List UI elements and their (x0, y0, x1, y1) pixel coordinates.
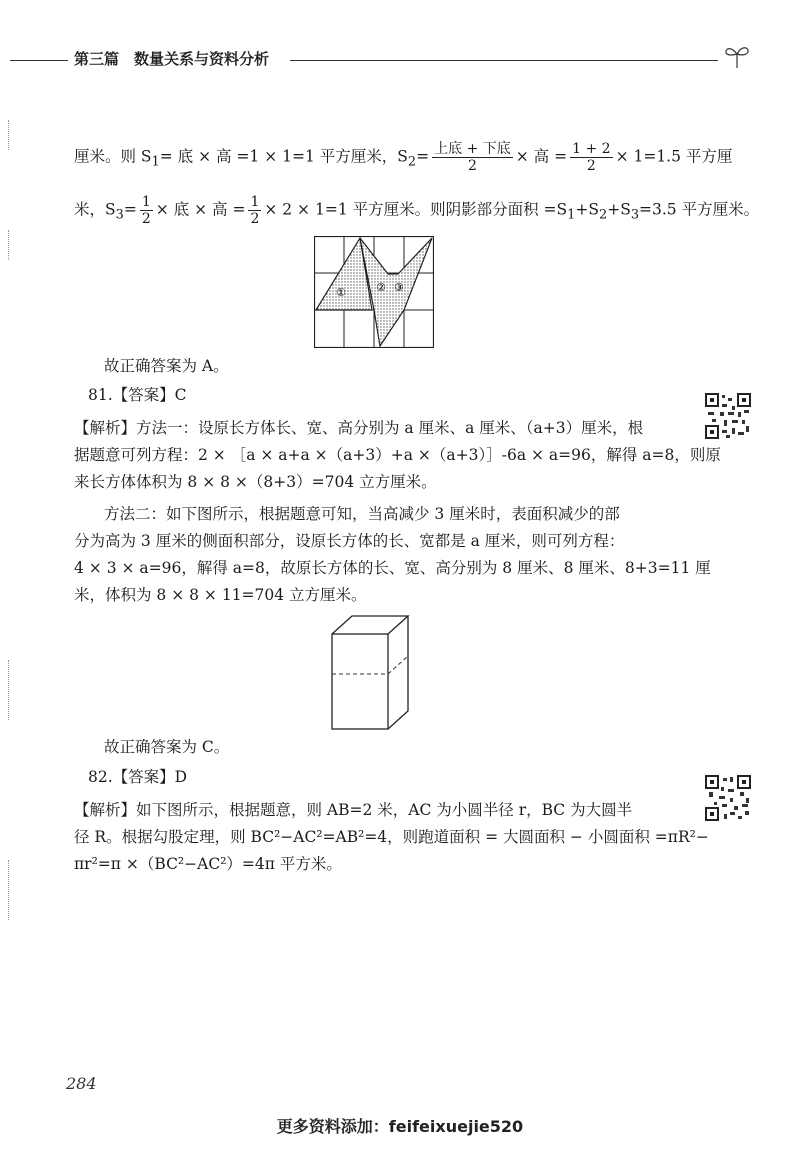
dashed-cut-line (388, 656, 408, 674)
paragraph-line: 米，体积为 8 × 8 × 11=704 立方厘米。 (74, 586, 367, 604)
region-label-2: ② (376, 281, 386, 294)
region-label-1: ① (336, 286, 346, 299)
cuboid-side-face (388, 616, 408, 729)
page-number: 284 (66, 1074, 97, 1093)
sprout-icon (722, 42, 752, 70)
text: × 1=1.5 平方厘 (615, 147, 733, 166)
answer-statement: 故正确答案为 C。 (104, 738, 230, 756)
cuboid-top-face (332, 616, 408, 634)
fraction (570, 141, 612, 174)
subscript: 3 (630, 207, 640, 223)
paragraph-line: 方法二：如下图所示，根据题意可知，当高减少 3 厘米时，表面积减少的部 (104, 505, 620, 523)
qr-code-icon[interactable] (704, 774, 752, 822)
text: =3.5 平方厘米。 (639, 200, 760, 219)
text: = 底 × 高 =1 × 1=1 平方厘米，S (159, 147, 408, 166)
subscript: 1 (151, 154, 160, 170)
paragraph-line: 米，$S_3=$ $\frac{1}{2}$ × 底 × 高 = $\frac{1}{2}$ × 2 × 1=1 平方厘米。则阴影部分面积 $=S_1+S_2+S_3=3.5$ 平方厘米。 (74, 194, 760, 227)
paragraph-line: 【解析】方法一：设原长方体长、宽、高分别为 a 厘米、a 厘米、（a+3）厘米，根 (74, 419, 644, 437)
header-rule-right (290, 60, 718, 61)
paragraph-line: πr²=π ×（BC²−AC²）=4π 平方米。 (74, 855, 342, 873)
header-title: 第三篇 数量关系与资料分析 (74, 50, 270, 68)
subscript: 3 (115, 207, 124, 223)
region-label-3: ③ (394, 281, 404, 294)
paragraph-line: 分为高为 3 厘米的侧面积部分，设原长方体的长、宽都是 a 厘米，则可列方程： (74, 532, 625, 550)
fraction-numerator: 1 (141, 194, 151, 210)
paragraph-line: 4 × 3 × a=96，解得 a=8，故原长方体的长、宽、高分别为 8 厘米、8 厘米、8+3=11 厘 (74, 559, 711, 577)
fraction-numerator: 1 + 2 (572, 141, 611, 157)
page-header (0, 40, 800, 70)
paragraph-line: 厘米。则 $S_1=$ 底 × 高 =1 × 1=1 平方厘米，$S_2=$ $\frac{\text{上底 + 下底}}{2}$ × 高 = $\frac{1 + 2}{2}$ × 1=1.5 平方厘 (74, 141, 733, 174)
fraction-denominator: 2 (467, 158, 477, 174)
margin-mark (8, 120, 11, 150)
fraction (432, 141, 513, 174)
fraction-numerator: 1 (250, 194, 260, 210)
subscript: 2 (407, 154, 417, 170)
fraction-numerator: 上底 + 下底 (434, 141, 511, 157)
footer-text: 更多资料添加：feifeixuejie520 (276, 1117, 524, 1136)
question-81-answer: 81.【答案】C (88, 386, 187, 404)
paragraph-line: 据题意可列方程：2 × ［a × a+a ×（a+3）+a ×（a+3）］-6a × a=96，解得 a=8，则原 (74, 446, 721, 464)
text: × 高 = (515, 147, 568, 166)
subscript: 2 (598, 207, 608, 223)
fraction-denominator: 2 (250, 211, 260, 227)
qr-code-icon[interactable] (704, 392, 752, 440)
text: +S (607, 200, 631, 219)
margin-mark (8, 660, 11, 720)
fraction (248, 194, 261, 227)
answer-statement: 故正确答案为 A。 (104, 357, 229, 375)
fraction (140, 194, 153, 227)
paragraph-line: 径 R。根据勾股定理，则 BC²−AC²=AB²=4，则跑道面积 = 大圆面积 − 小圆面积 =πR²− (74, 828, 709, 846)
text: 厘米。则 S (74, 147, 152, 166)
text: 米，S (74, 200, 116, 219)
margin-mark (8, 860, 11, 920)
text: +S (575, 200, 599, 219)
subscript: 1 (567, 207, 576, 223)
shaded-grid-figure (314, 236, 434, 348)
cuboid-front-face (332, 634, 388, 729)
text: × 底 × 高 = (155, 200, 246, 219)
cuboid-figure (330, 614, 412, 732)
fraction-denominator: 2 (586, 158, 596, 174)
question-82-answer: 82.【答案】D (88, 768, 188, 786)
fraction-denominator: 2 (141, 211, 151, 227)
paragraph-line: 来长方体体积为 8 × 8 ×（8+3）=704 立方厘米。 (74, 473, 437, 491)
margin-mark (8, 230, 11, 260)
header-rule-left (10, 60, 68, 61)
text: × 2 × 1=1 平方厘米。则阴影部分面积 =S (264, 200, 568, 219)
paragraph-line: 【解析】如下图所示，根据题意，则 AB=2 米，AC 为小圆半径 r，BC 为大圆半 (74, 801, 633, 819)
